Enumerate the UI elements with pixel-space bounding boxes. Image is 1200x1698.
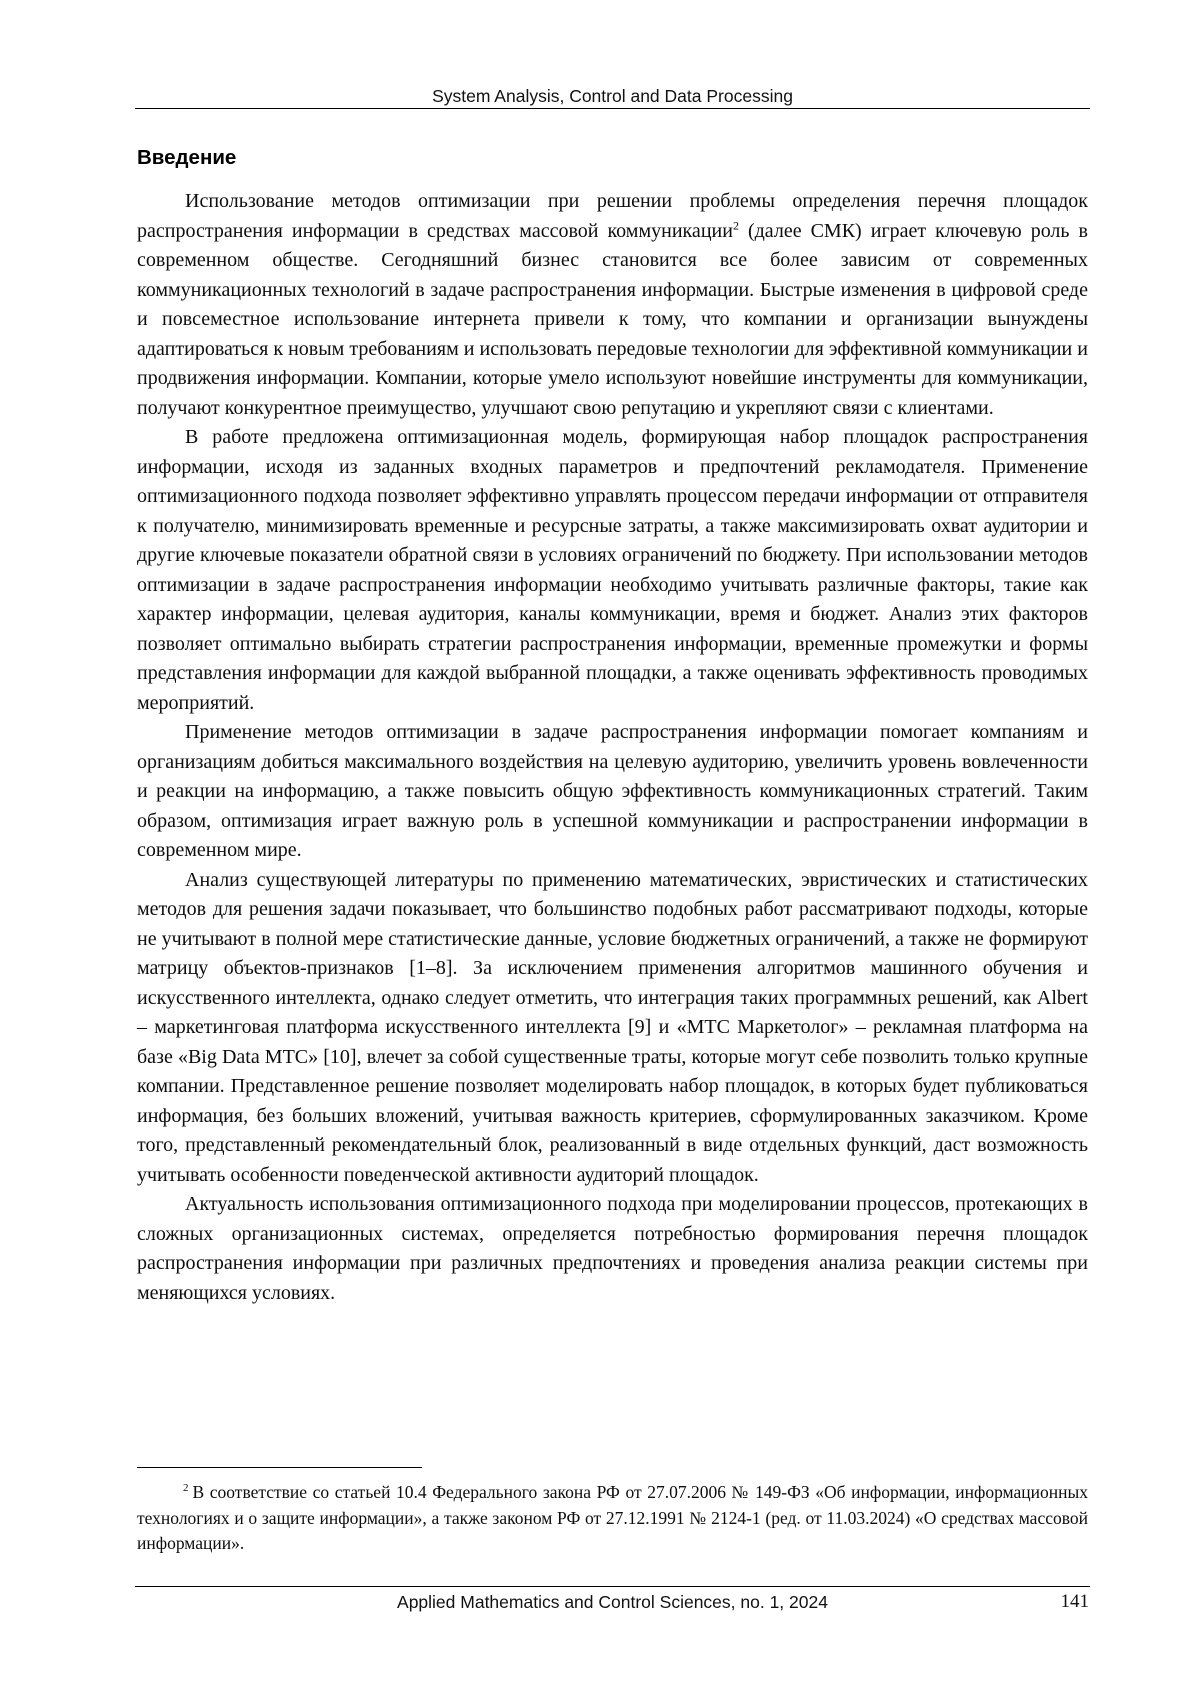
footnote-divider <box>137 1467 422 1468</box>
paragraph-1 <box>137 187 1088 423</box>
paragraph-5: Актуальность использования оптимизационного подхода при моделировании процессов, протекающих в сложных организационных системах, определяется потребностью формирования перечня площадок распространения информации при различных предпочтениях и проведения анализа реакции системы при меняющихся условиях. <box>137 1193 1088 1304</box>
page-number: 141 <box>1060 1591 1089 1612</box>
header-divider <box>135 108 1090 109</box>
section-title: Введение <box>137 146 237 169</box>
footer-divider <box>135 1586 1090 1587</box>
paragraph-1-text-b: (далее СМК) играет ключевую роль в современном обществе. Сегодняшний бизнес становится все более зависим от современных коммуникационных технологий в задаче распространения информации. Быстрые изменения в цифровой среде и повсеместное использование интернета привели к тому, что компании и организации вынуждены адаптироваться к новым требованиям и использовать передовые технологии для эффективной коммуникации и продвижения информации. Компании, которые умело используют новейшие инструменты для коммуникации, получают конкурентное преимущество, улучшают свою репутацию и укрепляют связи с клиентами. <box>137 219 1088 419</box>
footnote-reference[interactable]: 2 <box>732 217 739 232</box>
footnote-marker: 2 <box>183 1482 189 1495</box>
article-body <box>137 187 1088 1308</box>
running-header: System Analysis, Control and Data Processing <box>432 86 793 106</box>
running-footer: Applied Mathematics and Control Sciences, no. 1, 2024 <box>397 1592 828 1612</box>
paragraph-4: Анализ существующей литературы по применению математических, эвристических и статистических методов для решения задачи показывает, что большинство подобных работ рассматривают подходы, которые не учитывают в полной мере статистические данные, условие бюджетных ограничений, а также не формируют матрицу объектов-признаков [1–8]. За исключением применения алгоритмов машинного обучения и искусственного интеллекта, однако следует отметить, что интеграция таких программных решений, как Albert – маркетинговая платформа искусственного интеллекта [9] и «МТС Маркетолог» – рекламная платформа на базе «Big Data МТС» [10], влечет за собой существенные траты, которые могут себе позволить только крупные компании. Представленное решение позволяет моделировать набор площадок, в которых будет публиковаться информация, без больших вложений, учитывая важность критериев, сформулированных заказчиком. Кроме того, представленный рекомендательный блок, реализованный в виде отдельных функций, даст возможность учитывать особенности поведенческой активности аудиторий площадок. <box>137 868 1088 1186</box>
paragraph-3: Применение методов оптимизации в задаче распространения информации помогает компаниям и организациям добиться максимального воздействия на целевую аудиторию, увеличить уровень вовлеченности и реакции на информацию, а также повысить общую эффективность коммуникационных стратегий. Таким образом, оптимизация играет важную роль в успешной коммуникации и распространении информации в современном мире. <box>137 721 1088 861</box>
footnote-text: В соответствие со статьей 10.4 Федерального закона РФ от 27.07.2006 № 149-ФЗ «Об информации, информационных технологиях и о защите информации», а также законом РФ от 27.12.1991 № 2124-1 (ред. от 11.03.2024) «О средствах массовой информации». <box>137 1482 1088 1553</box>
footnote <box>137 1480 1088 1557</box>
paragraph-1-text-a: Использование методов оптимизации при решении проблемы определения перечня площадок распространения информации в средствах массовой коммуникации <box>137 190 1088 242</box>
paragraph-2: В работе предложена оптимизационная модель, формирующая набор площадок распространения информации, исходя из заданных входных параметров и предпочтений рекламодателя. Применение оптимизационного подхода позволяет эффективно управлять процессом передачи информации от отправителя к получателю, минимизировать временные и ресурсные затраты, а также максимизировать охват аудитории и другие ключевые показатели обратной связи в условиях ограничений по бюджету. При использовании методов оптимизации в задаче распространения информации необходимо учитывать различные факторы, такие как характер информации, целевая аудитория, каналы коммуникации, время и бюджет. Анализ этих факторов позволяет оптимально выбирать стратегии распространения информации, временные промежутки и формы представления информации для каждой выбранной площадки, а также оценивать эффективность проводимых мероприятий. <box>137 426 1088 714</box>
